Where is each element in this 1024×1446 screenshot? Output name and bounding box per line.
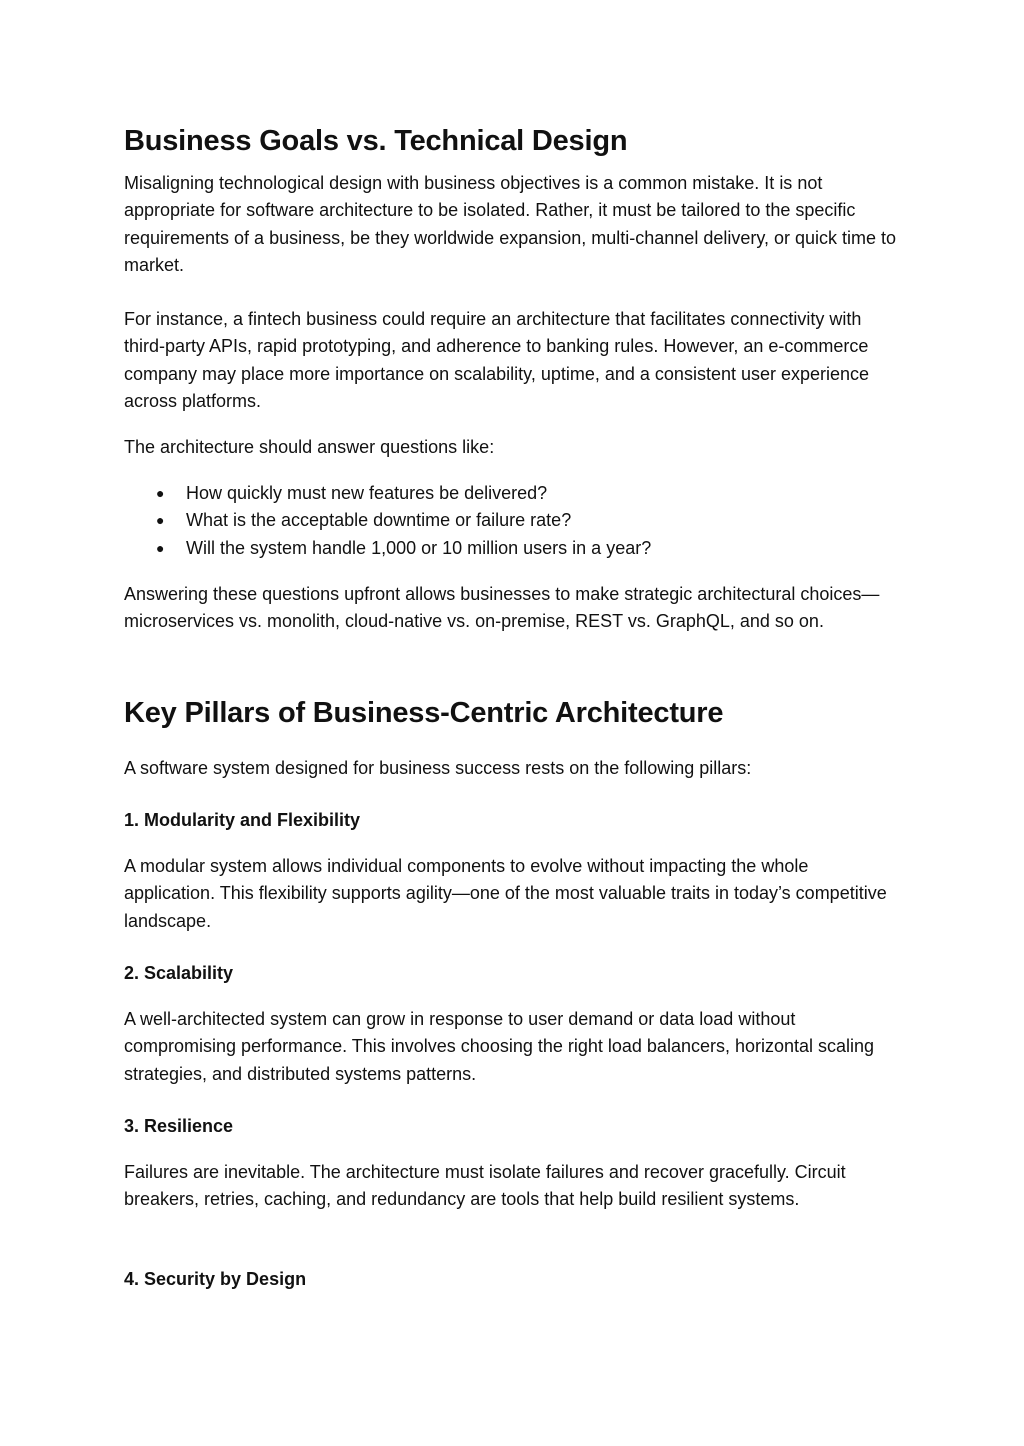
- paragraph-pillars-intro: A software system designed for business success rests on the following pillars:: [124, 758, 752, 778]
- bullet-icon: ●: [156, 485, 165, 501]
- bullet-icon: ●: [156, 539, 165, 556]
- list-item: [124, 507, 904, 534]
- paragraph-fintech-example: For instance, a fintech business could require an architecture that facilitates connectivity with third-party APIs, rapid prototyping, and adherence to banking rules. However, an e-commerce company may place more importance on scalability, uptime, and a consistent user experience across platforms.: [124, 309, 870, 411]
- pillar-title-modularity: 1. Modularity and Flexibility: [124, 810, 361, 830]
- list-item-text: Will the system handle 1,000 or 10 million users in a year?: [186, 537, 652, 558]
- questions-list: [124, 480, 904, 562]
- paragraph-answering-questions: Answering these questions upfront allows businesses to make strategic architectural choices—microservices vs. monolith, cloud-native vs. on-premise, REST vs. GraphQL, and so on.: [124, 584, 880, 632]
- list-item: [124, 480, 904, 507]
- list-item-text: How quickly must new features be delivered?: [186, 483, 548, 503]
- pillar-body-modularity: A modular system allows individual components to evolve without impacting the whole application. This flexibility supports agility—one of the most valuable traits in today’s competitive landscape.: [124, 856, 887, 931]
- section-heading-key-pillars: Key Pillars of Business-Centric Architecture: [124, 697, 724, 729]
- bullet-icon: ●: [156, 512, 165, 529]
- pillar-title-scalability: 2. Scalability: [124, 963, 234, 983]
- pillar-body-scalability: A well-architected system can grow in response to user demand or data load without compromising performance. This involves choosing the right load balancers, horizontal scaling strategies, and distributed systems patterns.: [124, 1009, 875, 1084]
- section-heading-business-goals: Business Goals vs. Technical Design: [124, 125, 628, 157]
- list-item: [124, 535, 904, 562]
- pillar-title-resilience: 3. Resilience: [124, 1116, 234, 1136]
- pillar-title-security: 4. Security by Design: [124, 1269, 307, 1289]
- paragraph-misaligning: Misaligning technological design with business objectives is a common mistake. It is not appropriate for software architecture to be isolated. Rather, it must be tailored to the specific requirements of a business, be they worldwide expansion, multi-channel delivery, or quick time to market.: [124, 173, 897, 275]
- list-item-text: What is the acceptable downtime or failure rate?: [186, 510, 572, 531]
- pillar-body-resilience: Failures are inevitable. The architecture must isolate failures and recover gracefully. Circuit breakers, retries, caching, and redundancy are tools that help build resilient systems.: [124, 1162, 846, 1210]
- paragraph-questions-intro: The architecture should answer questions like:: [124, 437, 495, 457]
